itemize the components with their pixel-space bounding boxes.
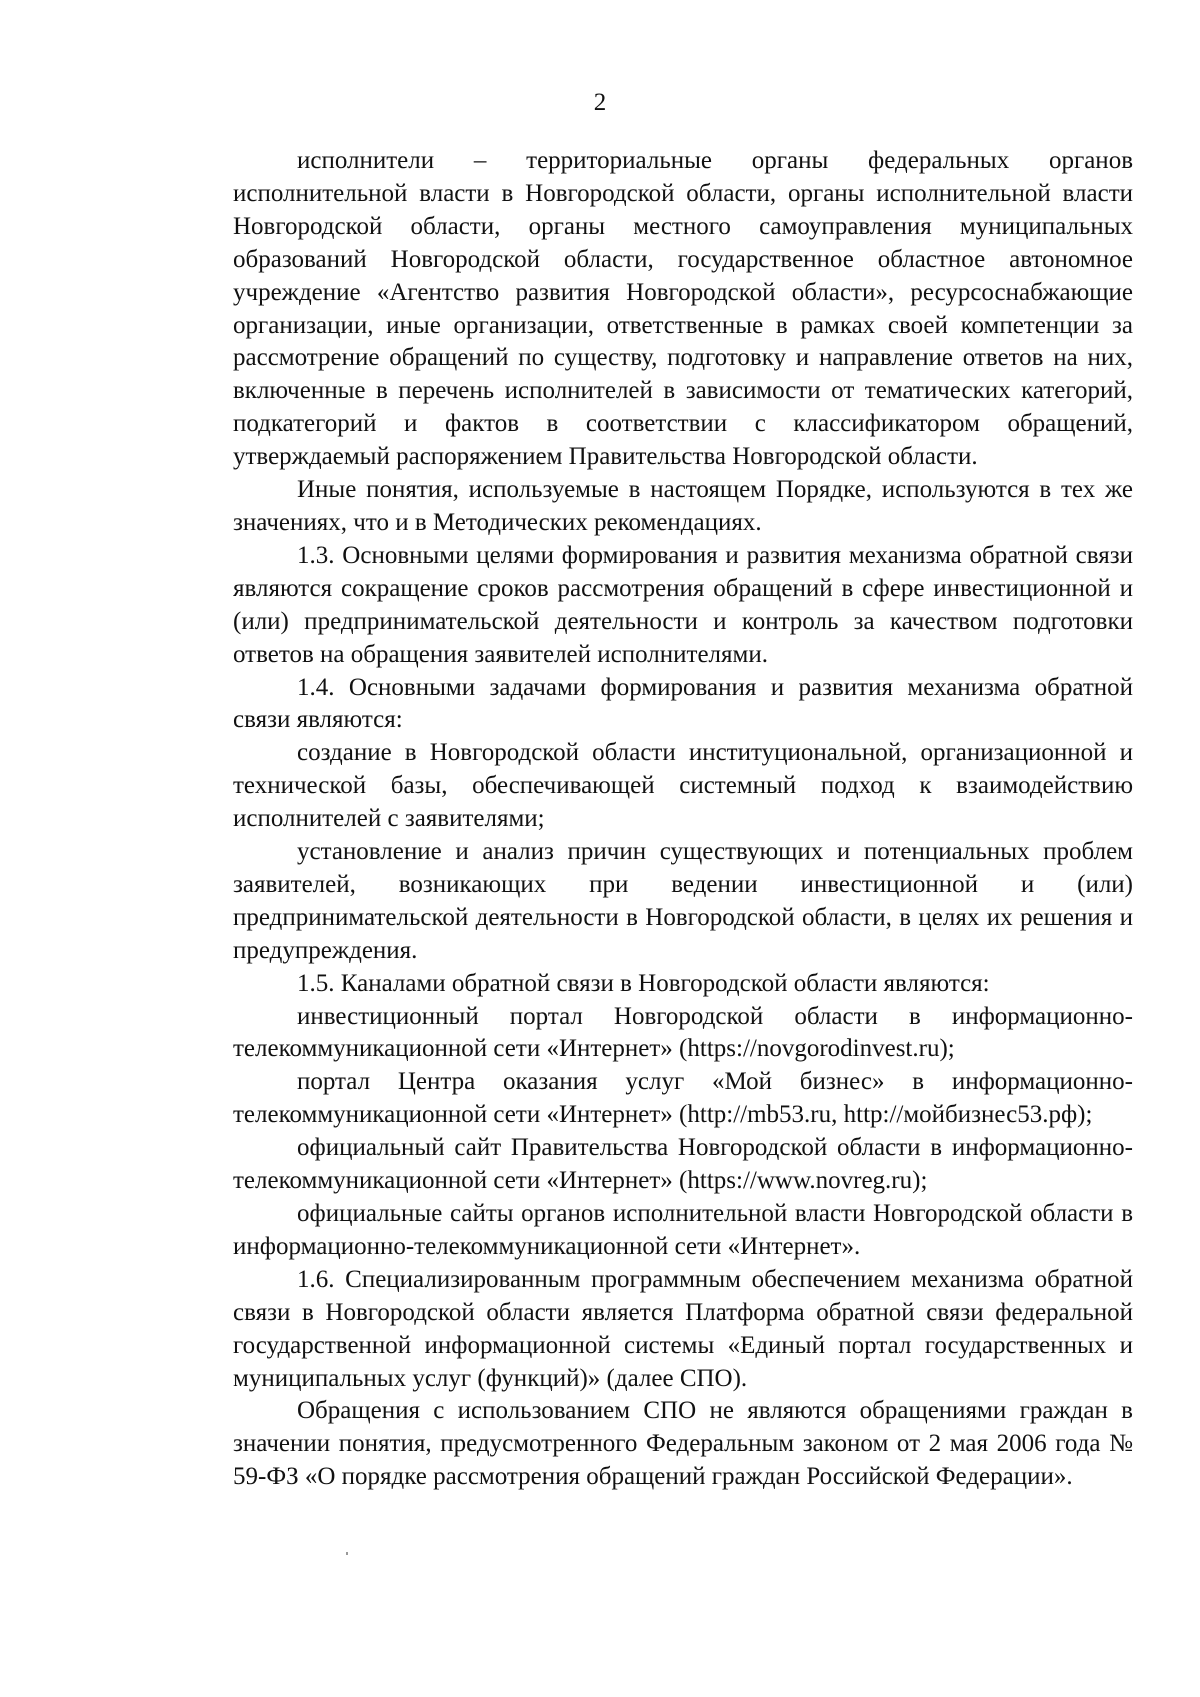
paragraph-task-analysis: установление и анализ причин существующих и потенциальных проблем заявителей, возникающих при ведении инвестиционной и (или) предпринимательской деятельности в Новгородской области, в целях их решения и предупреждения.	[233, 838, 1133, 964]
paragraph-item-1-4: 1.4. Основными задачами формирования и развития механизма обратной связи являются:	[233, 673, 1133, 734]
paragraph-channel-government-site: официальный сайт Правительства Новгородской области в информационно-телекоммуникационной сети «Интернет» (https://www.novreg.ru);	[233, 1134, 1133, 1195]
paragraph-executors-definition: исполнители – территориальные органы федеральных органов исполнительной власти в Новгородской области, органы исполнительной власти Новгородской области, органы местного самоуправления муниципальных образований Новгородской области, государственное областное автономное учреждение «Агентство развития Новгородской области», ресурсоснабжающие организации, иные организации, ответственные в рамках своей компетенции за рассмотрение обращений по существу, подготовку и направление ответов на них, включенные в перечень исполнителей в зависимости от тематических категорий, подкатегорий и фактов в соответствии с классификатором обращений, утверждаемый распоряжением Правительства Новгородской области.	[233, 147, 1133, 471]
paragraph-channel-my-business: портал Центра оказания услуг «Мой бизнес» в информационно-телекоммуникационной сети «Интернет» (http://mb53.ru, http://мойбизнес53.рф);	[233, 1068, 1133, 1129]
paragraph-task-creation: создание в Новгородской области институциональной, организационной и технической базы, обеспечивающей системный подход к взаимодействию исполнителей с заявителями;	[233, 739, 1133, 833]
paragraph-spo-appeals: Обращения с использованием СПО не являются обращениями граждан в значении понятия, предусмотренного Федеральным законом от 2 мая 2006 года № 59-ФЗ «О порядке рассмотрения обращений граждан Российской Федерации».	[233, 1397, 1133, 1491]
paragraph-item-1-5: 1.5. Каналами обратной связи в Новгородской области являются:	[297, 969, 990, 997]
paragraph-item-1-6: 1.6. Специализированным программным обеспечением механизма обратной связи в Новгородской области является Платформа обратной связи федеральной государственной информационной системы «Единый портал государственных и муниципальных услуг (функций)» (далее СПО).	[233, 1265, 1133, 1392]
page-number: 2	[593, 89, 607, 116]
document-body	[233, 145, 1133, 1494]
paragraph-item-1-3: 1.3. Основными целями формирования и развития механизма обратной связи являются сокращение сроков рассмотрения обращений в сфере инвестиционной и (или) предпринимательской деятельности и контроль за качеством подготовки ответов на обращения заявителей исполнителями.	[233, 541, 1133, 668]
scan-speck	[346, 1552, 348, 1555]
paragraph-channel-invest-portal: инвестиционный портал Новгородской области в информационно-телекоммуникационной сети «Интернет» (https://novgorodinvest.ru);	[233, 1002, 1133, 1063]
paragraph-channel-executive-sites: официальные сайты органов исполнительной власти Новгородской области в информационно-телекоммуникационной сети «Интернет».	[233, 1200, 1133, 1260]
paragraph-other-terms: Иные понятия, используемые в настоящем Порядке, используются в тех же значениях, что и в Методических рекомендациях.	[233, 476, 1133, 536]
